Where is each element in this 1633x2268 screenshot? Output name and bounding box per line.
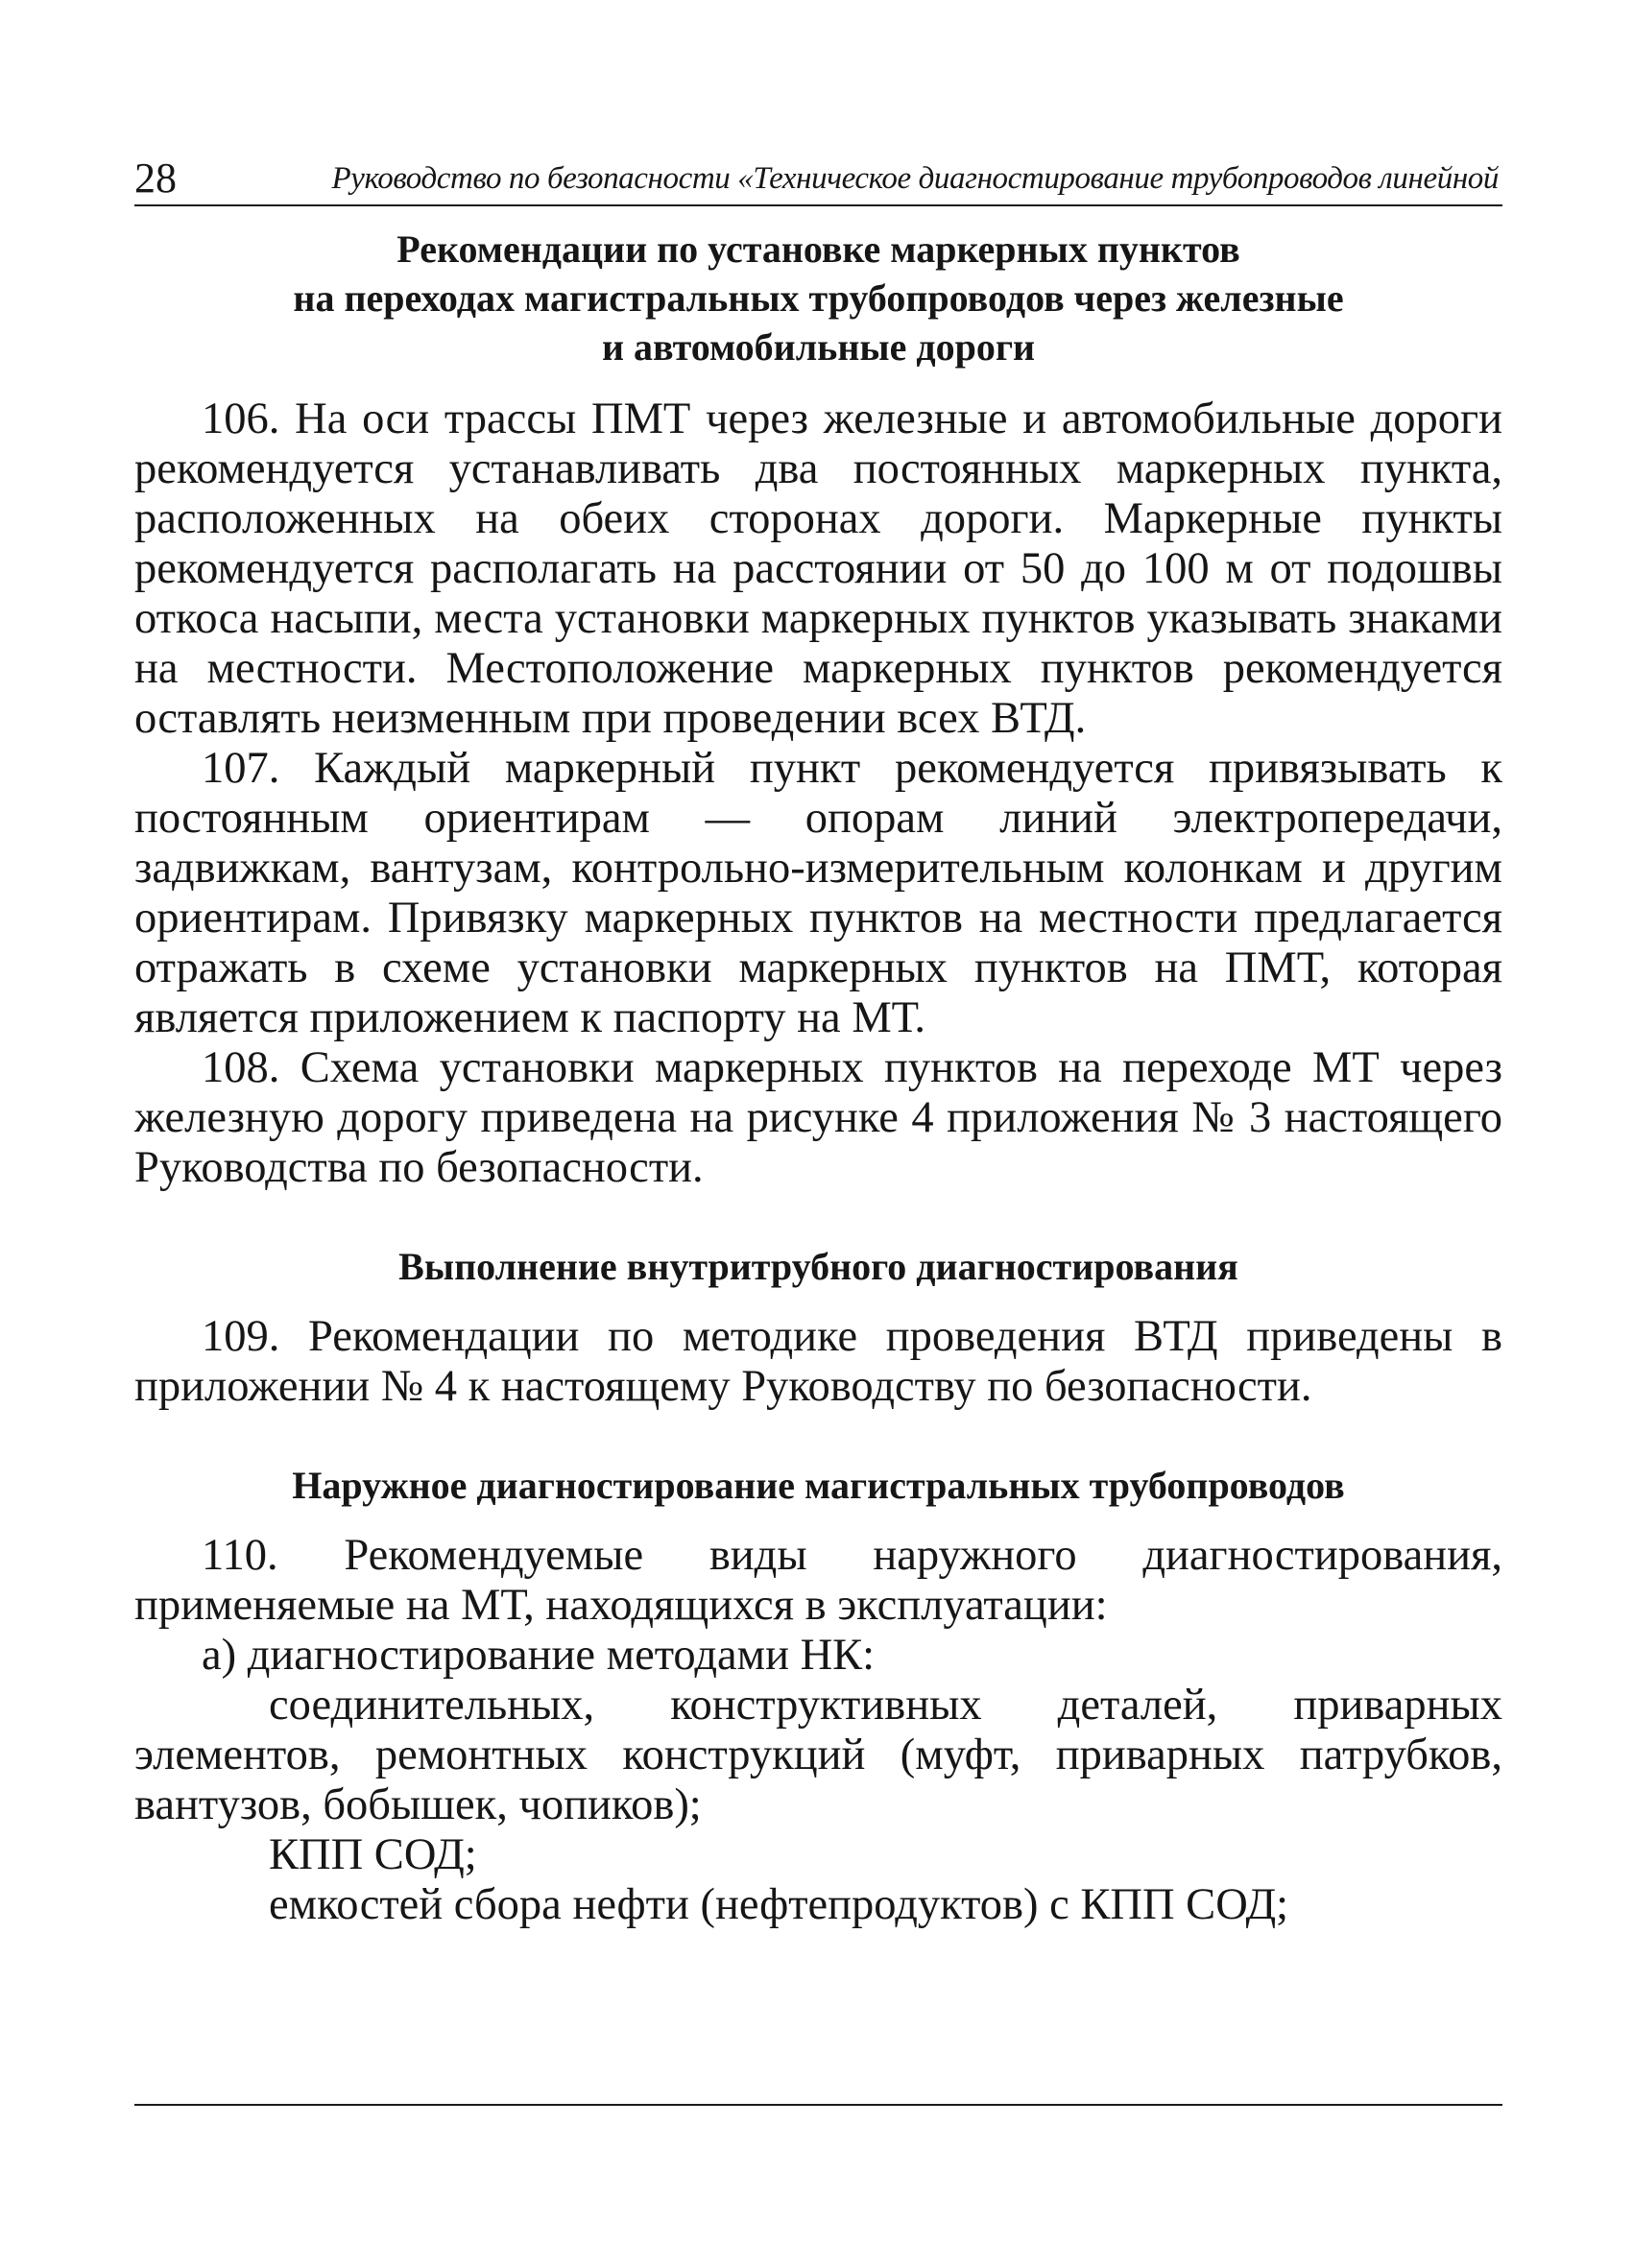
section-heading-external: Наружное диагностирование магистральных трубопроводов	[292, 1464, 1345, 1507]
section-heading-markers	[134, 225, 1502, 371]
heading-line: на переходах магистральных трубопроводов через железные	[293, 276, 1344, 320]
section-heading-itd: Выполнение внутритрубного диагностирования	[398, 1245, 1238, 1288]
paragraph-109: 109. Рекомендации по методике проведения ВТД приведены в приложении № 4 к настоящему Руководству по безопасности.	[134, 1312, 1502, 1411]
page-header	[134, 154, 1502, 203]
page-number: 28	[134, 155, 177, 202]
header-rule	[134, 204, 1502, 206]
paragraph-108: 108. Схема установки маркерных пунктов на переходе МТ через железную дорогу приведена на рисунке 4 приложения № 3 настоящего Руководства по безопасности.	[134, 1043, 1502, 1192]
page-content	[134, 225, 1502, 1930]
list-subitem: емкостей сбора нефти (нефтепродуктов) с КПП СОД;	[269, 1880, 1289, 1929]
list-subitem: КПП СОД;	[269, 1830, 477, 1879]
running-title: Руководство по безопасности «Техническое диагностирование трубопроводов линейной	[331, 161, 1499, 196]
heading-line: и автомобильные дороги	[601, 325, 1036, 369]
paragraph-106: 106. На оси трассы ПМТ через железные и автомобильные дороги рекомендуется устанавливать два постоянных маркерных пункта, расположенных на обеих сторонах дороги. Маркерные пункты рекомендуется располагать на расстоянии от 50 до 100 м от подошвы откоса насыпи, места установки маркерных пунктов указывать знаками на местности. Местоположение маркерных пунктов рекомендуется оставлять неизменным при проведении всех ВТД.	[134, 394, 1502, 743]
heading-line: Рекомендации по установке маркерных пунктов	[396, 227, 1240, 271]
paragraph-107: 107. Каждый маркерный пункт рекомендуется привязывать к постоянным ориентирам — опорам линий электропередачи, задвижкам, вантузам, контрольно-измерительным колонкам и другим ориентирам. Привязку маркерных пунктов на местности предлагается отражать в схеме установки маркерных пунктов на ПМТ, которая является приложением к паспорту на МТ.	[134, 744, 1502, 1042]
bottom-rule	[134, 2104, 1502, 2106]
paragraph-110: 110. Рекомендуемые виды наружного диагностирования, применяемые на МТ, находящихся в эксплуатации:	[134, 1531, 1502, 1630]
list-item-a: а) диагностирование методами НК:	[202, 1631, 876, 1680]
list-subitem: соединительных, конструктивных деталей, приварных элементов, ремонтных конструкций (муфт, приварных патрубков, вантузов, бобышек, чопиков);	[134, 1681, 1502, 1829]
